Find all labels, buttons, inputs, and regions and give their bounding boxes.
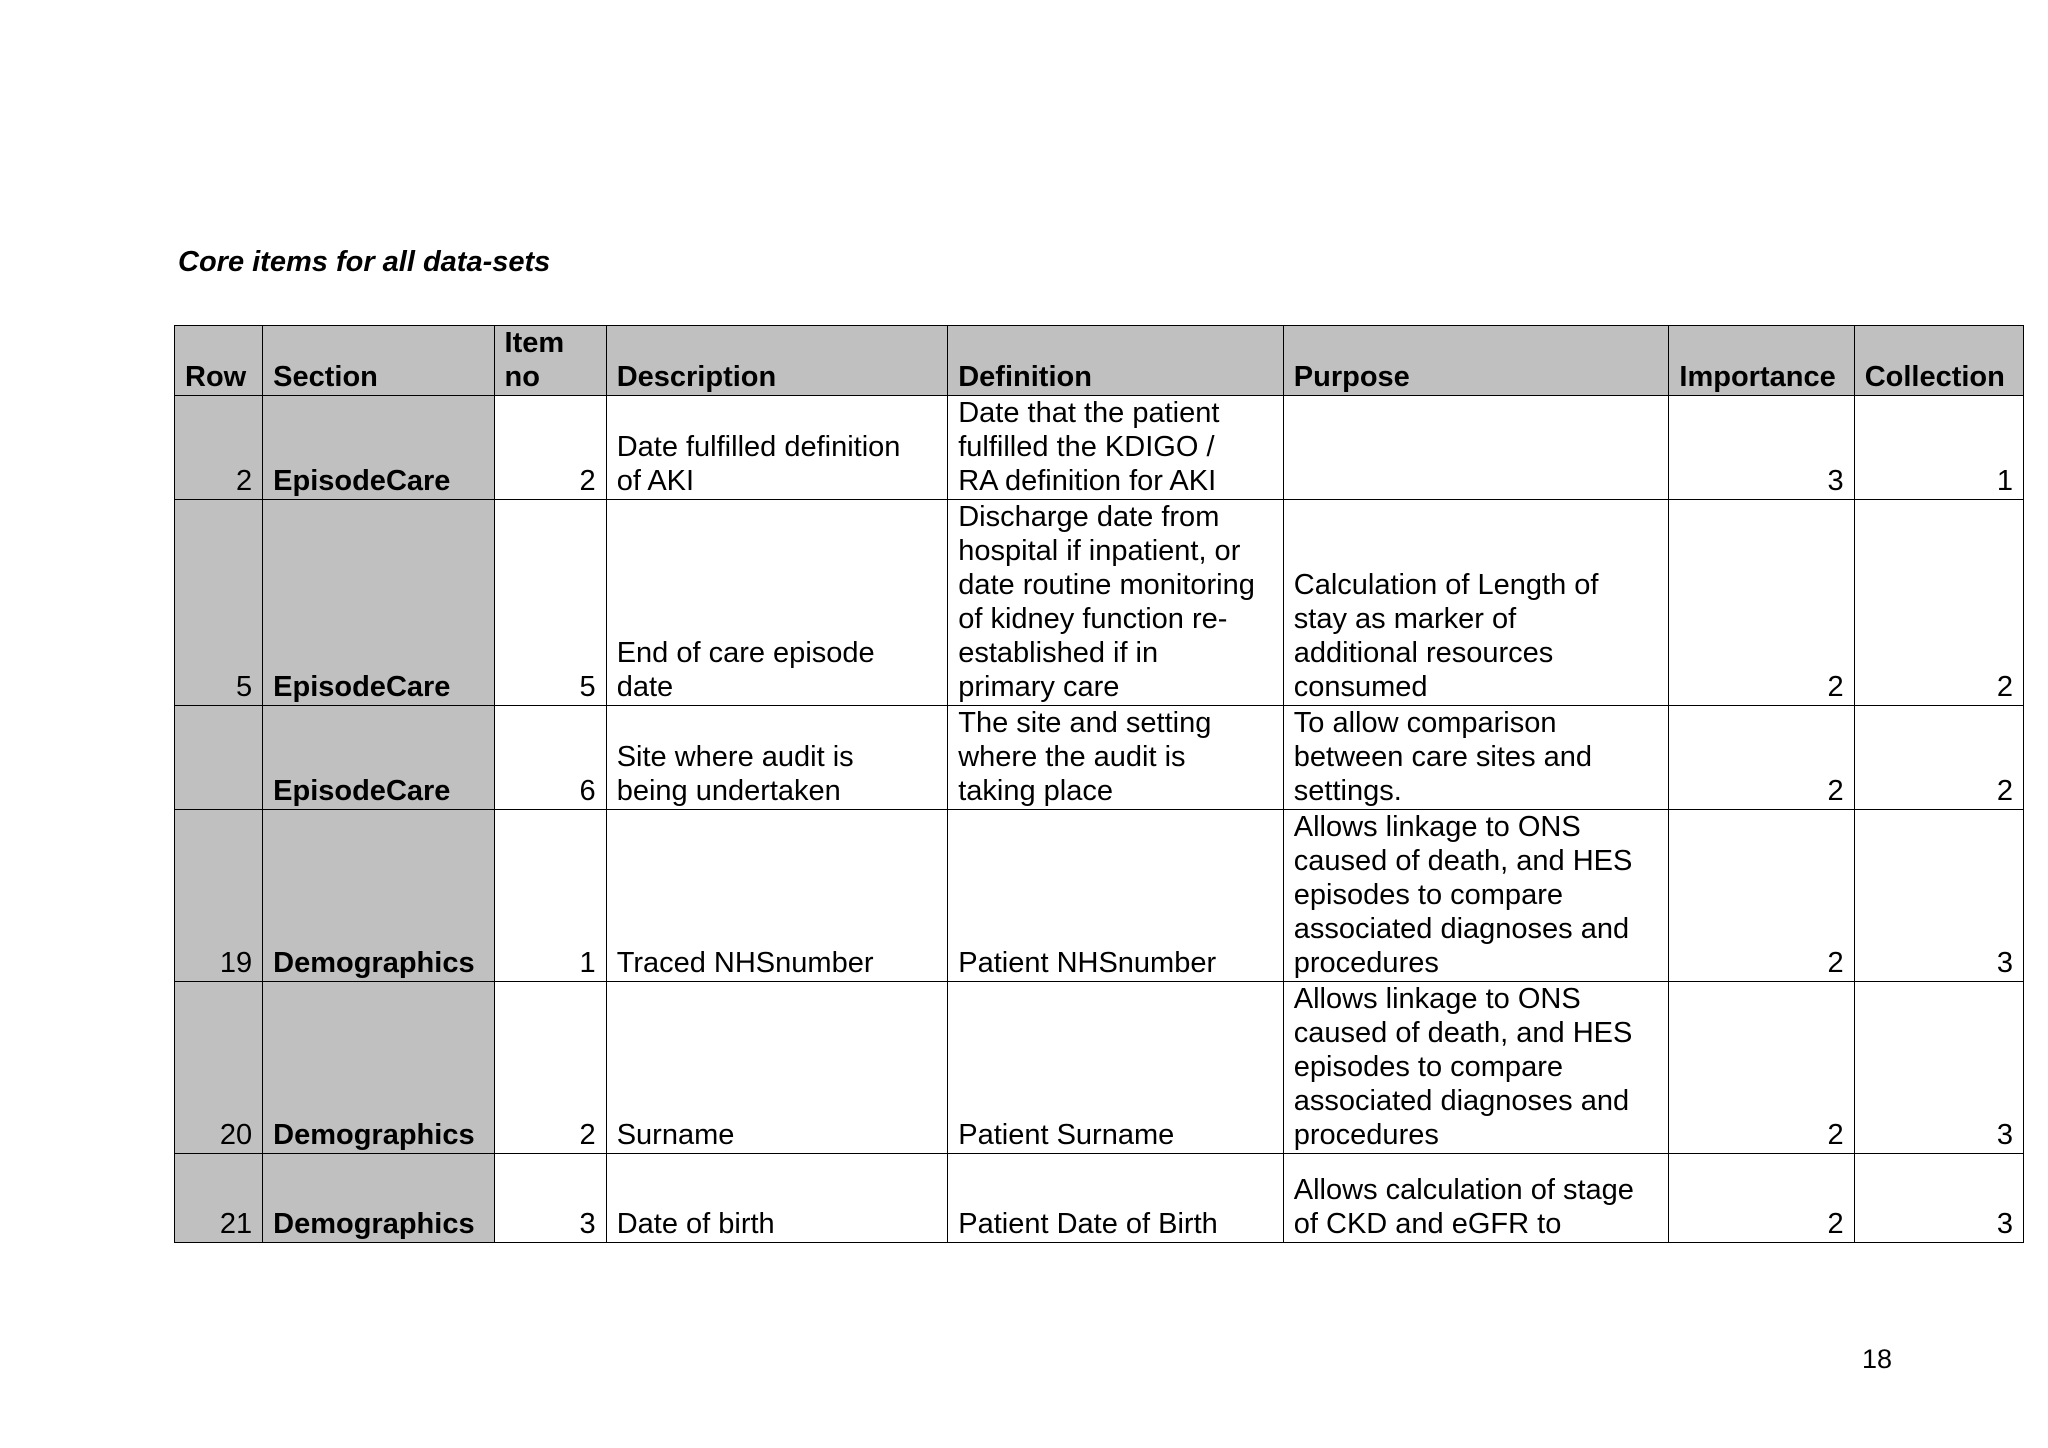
cell-section: Demographics [263,1154,494,1243]
table-row [175,706,2024,810]
table-header-row [175,326,2024,396]
cell-definition: Date that the patient fulfilled the KDIGO / RA definition for AKI [948,396,1284,500]
cell-collection: 3 [1854,982,2023,1154]
cell-importance: 2 [1669,1154,1854,1243]
table-row [175,500,2024,706]
cell-item-no: 6 [494,706,606,810]
cell-section: EpisodeCare [263,500,494,706]
cell-definition: Discharge date from hospital if inpatient, or date routine monitoring of kidney function re- established if in primary care [948,500,1284,706]
table-row [175,396,2024,500]
table-row [175,982,2024,1154]
cell-importance: 2 [1669,810,1854,982]
cell-section: EpisodeCare [263,396,494,500]
cell-section: Demographics [263,982,494,1154]
cell-importance: 2 [1669,982,1854,1154]
cell-definition: The site and setting where the audit is taking place [948,706,1284,810]
cell-row: 20 [175,982,263,1154]
cell-definition: Patient NHSnumber [948,810,1284,982]
cell-row [175,706,263,810]
table-row [175,810,2024,982]
cell-description: Surname [606,982,948,1154]
cell-description: Traced NHSnumber [606,810,948,982]
cell-section: EpisodeCare [263,706,494,810]
cell-row: 2 [175,396,263,500]
table-row [175,1154,2024,1243]
cell-collection: 1 [1854,396,2023,500]
cell-importance: 2 [1669,500,1854,706]
cell-importance: 3 [1669,396,1854,500]
cell-definition: Patient Surname [948,982,1284,1154]
header-definition: Definition [948,326,1284,396]
page-number: 18 [1862,1344,1893,1374]
cell-item-no: 2 [494,396,606,500]
core-items-table [174,325,2024,1243]
cell-item-no: 1 [494,810,606,982]
header-importance: Importance [1669,326,1854,396]
cell-collection: 2 [1854,500,2023,706]
cell-purpose: Allows linkage to ONS caused of death, and HES episodes to compare associated diagnoses and procedures [1283,982,1669,1154]
cell-definition: Patient Date of Birth [948,1154,1284,1243]
cell-description: Date fulfilled definition of AKI [606,396,948,500]
cell-item-no: 5 [494,500,606,706]
cell-importance: 2 [1669,706,1854,810]
cell-collection: 2 [1854,706,2023,810]
section-heading: Core items for all data-sets [178,246,551,278]
cell-collection: 3 [1854,1154,2023,1243]
cell-section: Demographics [263,810,494,982]
header-purpose: Purpose [1283,326,1669,396]
header-description: Description [606,326,948,396]
cell-purpose: Allows linkage to ONS caused of death, and HES episodes to compare associated diagnoses and procedures [1283,810,1669,982]
cell-item-no: 3 [494,1154,606,1243]
cell-description: End of care episode date [606,500,948,706]
cell-description: Date of birth [606,1154,948,1243]
header-item-no: Item no [494,326,606,396]
cell-row: 5 [175,500,263,706]
cell-purpose: Calculation of Length of stay as marker of additional resources consumed [1283,500,1669,706]
cell-purpose [1283,396,1669,500]
cell-purpose: Allows calculation of stage of CKD and eGFR to [1283,1154,1669,1243]
cell-row: 21 [175,1154,263,1243]
header-section: Section [263,326,494,396]
header-row: Row [175,326,263,396]
cell-purpose: To allow comparison between care sites and settings. [1283,706,1669,810]
cell-row: 19 [175,810,263,982]
header-collection: Collection [1854,326,2023,396]
cell-item-no: 2 [494,982,606,1154]
cell-description: Site where audit is being undertaken [606,706,948,810]
cell-collection: 3 [1854,810,2023,982]
